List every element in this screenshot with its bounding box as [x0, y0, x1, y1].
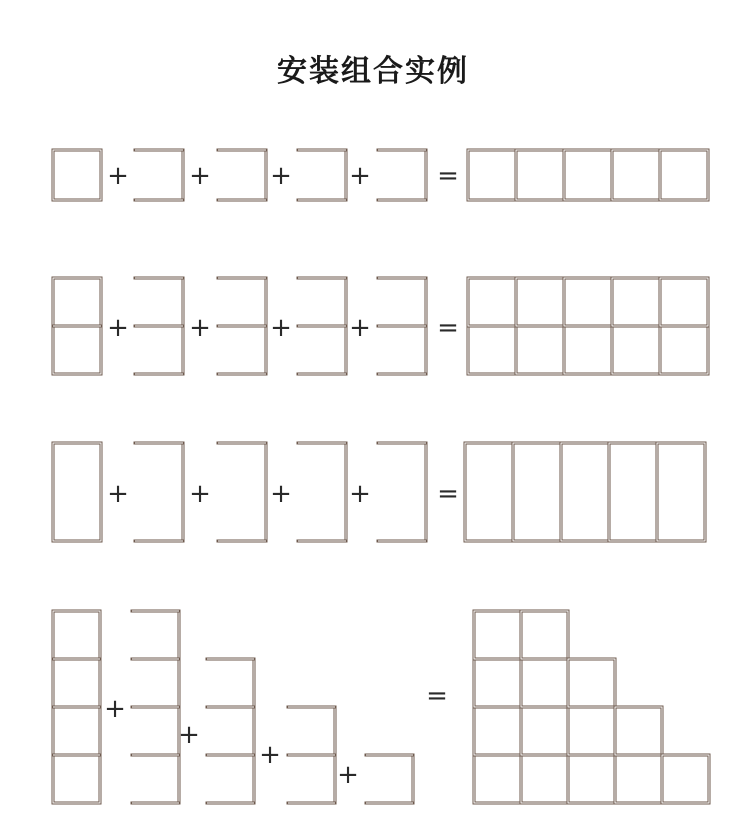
plus-sign: + [270, 161, 292, 191]
plus-sign: + [189, 161, 211, 191]
add-on-bracket-row-4-3 [207, 659, 254, 803]
result-cell [465, 443, 513, 541]
plus-sign: + [178, 720, 200, 750]
result-cell [568, 755, 615, 803]
result-cell [568, 707, 615, 755]
combination-row-4 [53, 611, 709, 803]
result-cell [516, 278, 564, 326]
result-cell [564, 150, 612, 200]
plus-sign: + [259, 740, 281, 770]
add-on-bracket-row-3-3 [218, 443, 266, 541]
starter-box-row-4-1 [53, 611, 100, 803]
combination-row-3 [53, 443, 705, 541]
result-cell [474, 755, 521, 803]
result-cell [521, 707, 568, 755]
result-assembly-row-1 [468, 150, 708, 200]
result-cell [474, 611, 521, 659]
plus-sign: + [349, 479, 371, 509]
page-title: 安装组合实例 [277, 54, 469, 89]
result-cell [468, 278, 516, 326]
add-on-bracket-row-2-2 [135, 278, 183, 374]
combination-row-1 [53, 150, 708, 200]
result-cell [564, 326, 612, 374]
equals-sign: = [437, 479, 459, 509]
result-cell [615, 755, 662, 803]
result-cell [468, 326, 516, 374]
result-cell [474, 659, 521, 707]
add-on-bracket-row-2-4 [298, 278, 346, 374]
result-cell [660, 326, 708, 374]
result-cell [660, 150, 708, 200]
plus-sign: + [349, 161, 371, 191]
add-on-bracket-row-1-2 [135, 150, 183, 200]
equals-sign: = [437, 313, 459, 343]
starter-box-row-1-1 [53, 150, 101, 200]
starter-box-row-3-1 [53, 443, 101, 541]
add-on-bracket-row-3-2 [135, 443, 183, 541]
starter-box-row-2-1 [53, 278, 101, 374]
add-on-bracket-row-4-5 [366, 755, 413, 803]
add-on-bracket-row-3-4 [298, 443, 346, 541]
result-cell [615, 707, 662, 755]
plus-sign: + [337, 760, 359, 790]
combination-row-2 [53, 278, 708, 374]
plus-sign: + [349, 313, 371, 343]
add-on-bracket-row-3-5 [378, 443, 426, 541]
plus-sign: + [104, 694, 126, 724]
add-on-bracket-row-1-4 [298, 150, 346, 200]
result-cell [568, 659, 615, 707]
result-cell [561, 443, 609, 541]
result-assembly-row-3 [465, 443, 705, 541]
plus-sign: + [270, 313, 292, 343]
plus-sign: + [107, 161, 129, 191]
result-assembly-row-4 [474, 611, 709, 803]
result-cell [609, 443, 657, 541]
add-on-bracket-row-4-4 [288, 707, 335, 803]
result-cell [468, 150, 516, 200]
result-cell [612, 150, 660, 200]
plus-sign: + [189, 479, 211, 509]
add-on-bracket-row-2-3 [218, 278, 266, 374]
result-cell [660, 278, 708, 326]
result-cell [662, 755, 709, 803]
plus-sign: + [107, 479, 129, 509]
plus-sign: + [107, 313, 129, 343]
add-on-bracket-row-2-5 [378, 278, 426, 374]
result-cell [516, 326, 564, 374]
plus-sign: + [270, 479, 292, 509]
result-cell [521, 755, 568, 803]
result-assembly-row-2 [468, 278, 708, 374]
add-on-bracket-row-1-3 [218, 150, 266, 200]
equals-sign: = [437, 161, 459, 191]
result-cell [516, 150, 564, 200]
result-cell [657, 443, 705, 541]
result-cell [612, 326, 660, 374]
add-on-bracket-row-1-5 [378, 150, 426, 200]
result-cell [513, 443, 561, 541]
result-cell [564, 278, 612, 326]
result-cell [612, 278, 660, 326]
result-cell [521, 659, 568, 707]
plus-sign: + [189, 313, 211, 343]
result-cell [474, 707, 521, 755]
result-cell [521, 611, 568, 659]
add-on-bracket-row-4-2 [132, 611, 179, 803]
equals-sign: = [426, 681, 448, 711]
